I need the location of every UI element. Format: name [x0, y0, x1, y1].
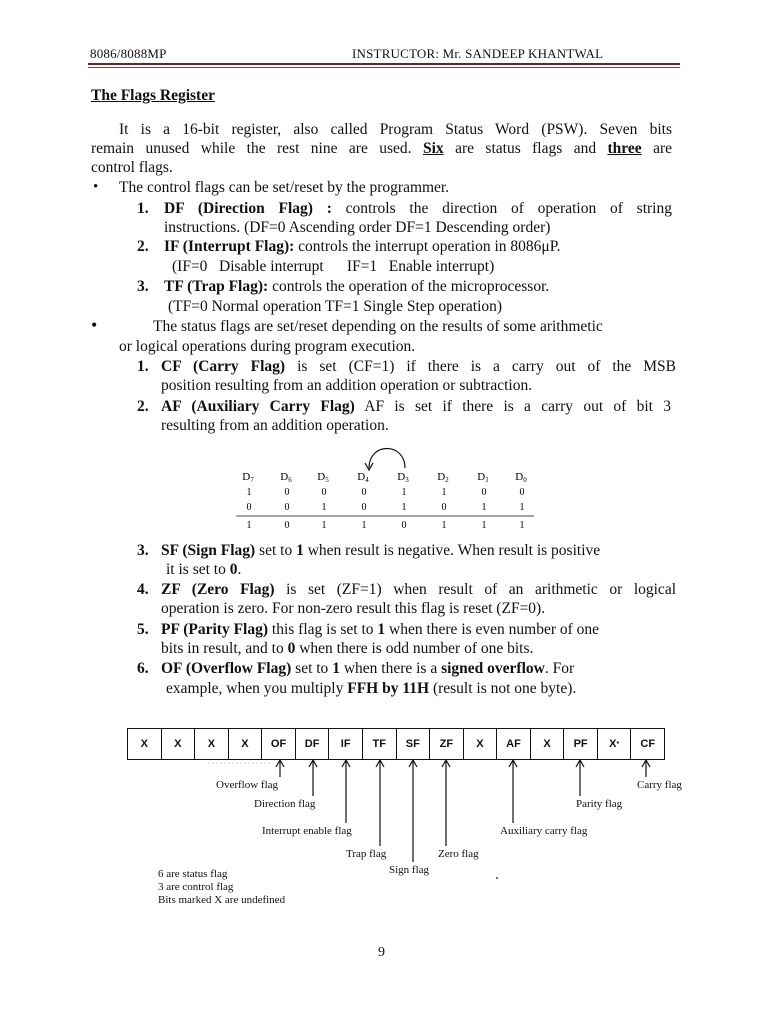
carry-arc: [369, 449, 405, 469]
trap-flag-label: Trap flag: [346, 848, 387, 860]
status-bullet-line-2: or logical operations during program execution.: [119, 338, 416, 355]
pf-line: PF (Parity Flag) this flag is set to 1 when there is even number of one: [161, 621, 600, 638]
interrupt-flag-label: Interrupt enable flag: [262, 825, 352, 837]
bit-value: 1: [519, 502, 525, 513]
flag-cell: ZF: [430, 729, 464, 759]
of-line-cont: example, when you multiply FFH by 11H (result is not one byte).: [166, 680, 577, 697]
bit-value: 0: [481, 487, 487, 498]
flag-cell: CF: [640, 738, 656, 750]
bit-value: 1: [401, 502, 407, 513]
bit-header: D7: [242, 471, 254, 484]
if-line: IF (Interrupt Flag): controls the interrupt operation in 8086μP.: [164, 238, 561, 255]
flag-cell: IF: [329, 729, 363, 759]
list-number: 4.: [137, 581, 149, 598]
flag-cell: DF: [296, 729, 330, 759]
bit-value: 0: [361, 487, 367, 498]
bullet-icon: •: [93, 179, 99, 195]
overflow-flag-label: Overflow flag: [216, 779, 279, 791]
cf-line: CF (Carry Flag) is set (CF=1) if there is a carry out of the MSB: [161, 358, 677, 375]
bit-header: D5: [317, 471, 329, 484]
flag-cell: SF: [397, 729, 431, 759]
header-rule-accent: [88, 67, 680, 68]
bit-header: D4: [357, 471, 369, 484]
bit-value: 1: [246, 487, 252, 498]
note-status-count: 6 are status flag: [158, 868, 228, 880]
flag-cell: X *: [598, 729, 632, 759]
note-control-count: 3 are control flag: [158, 881, 234, 893]
zf-line-cont: operation is zero. For non-zero result this flag is reset (ZF=0).: [161, 600, 546, 617]
cf-line-cont: position resulting from an addition operation or subtraction.: [161, 377, 533, 394]
header-rule: [88, 63, 680, 65]
af-line: AF (Auxiliary Carry Flag) AF is set if there is a carry out of bit 3: [161, 398, 671, 415]
zero-flag-label: Zero flag: [438, 848, 479, 860]
sign-flag-label: Sign flag: [389, 864, 430, 876]
bit-value: 1: [321, 520, 327, 531]
three-emphasis: three: [607, 140, 642, 157]
sf-line-cont: it is set to 0.: [166, 561, 242, 578]
tf-line: TF (Trap Flag): controls the operation of the microprocessor.: [164, 278, 550, 295]
bit-header: D0: [515, 471, 527, 484]
bit-header: D1: [477, 471, 489, 484]
bit-value: 1: [361, 520, 367, 531]
control-bullet-text: The control flags can be set/reset by the programmer.: [119, 179, 450, 196]
header-left: 8086/8088MP: [90, 46, 167, 61]
bullet-icon: •: [91, 315, 98, 335]
df-line-cont: instructions. (DF=0 Ascending order DF=1 Descending order): [164, 219, 551, 236]
bit-addition-table: [230, 438, 540, 533]
status-bullet-line-1: The status flags are set/reset depending on the results of some arithmetic: [153, 318, 603, 335]
intro-line-3: control flags.: [91, 159, 173, 176]
flag-cell: PF: [564, 729, 598, 759]
flag-cell: X: [531, 729, 565, 759]
list-number: 2.: [137, 238, 149, 255]
flags-register-diagram: [127, 728, 665, 760]
list-number: 1.: [137, 358, 149, 375]
af-line-cont: resulting from an addition operation.: [161, 417, 389, 434]
carry-flag-label: Carry flag: [637, 779, 682, 791]
list-number: 5.: [137, 621, 149, 638]
bit-value: 1: [441, 520, 447, 531]
list-number: 6.: [137, 660, 149, 677]
flag-cell: AF: [497, 729, 531, 759]
if-line-cont: (IF=0 Disable interrupt IF=1 Enable interrupt): [172, 258, 495, 275]
sf-line: SF (Sign Flag) set to 1 when result is negative. When result is positive: [161, 542, 601, 559]
bit-header: D6: [280, 471, 292, 484]
list-number: 3.: [137, 542, 149, 559]
six-emphasis: Six: [422, 140, 444, 157]
bit-value: 0: [361, 502, 367, 513]
bit-value: 1: [401, 487, 407, 498]
bit-header: D2: [437, 471, 449, 484]
bit-value: 1: [321, 502, 327, 513]
note-undefined: Bits marked X are undefined: [158, 894, 286, 906]
flag-cell: X: [229, 729, 263, 759]
bit-value: 0: [519, 487, 525, 498]
header-right: INSTRUCTOR: Mr. SANDEEP KHANTWAL: [352, 46, 604, 61]
bit-value: 1: [519, 520, 525, 531]
list-number: 3.: [137, 278, 149, 295]
flag-cell: X: [464, 729, 498, 759]
zf-line: ZF (Zero Flag) is set (ZF=1) when result of an arithmetic or logical: [161, 581, 677, 598]
parity-flag-label: Parity flag: [576, 798, 623, 810]
flag-cell: X: [128, 729, 162, 759]
bit-value: 1: [481, 502, 487, 513]
page-number: 9: [378, 945, 385, 960]
tf-line-cont: (TF=0 Normal operation TF=1 Single Step operation): [168, 298, 503, 315]
bit-value: 1: [246, 520, 252, 531]
bit-value: 0: [284, 502, 290, 513]
bit-header: D3: [397, 471, 409, 484]
bit-value: 1: [441, 487, 447, 498]
pf-line-cont: bits in result, and to 0 when there is odd number of one bits.: [161, 640, 534, 657]
bit-value: 0: [441, 502, 447, 513]
direction-flag-label: Direction flag: [254, 798, 316, 810]
flag-cell: TF: [363, 729, 397, 759]
flag-cell: X: [195, 729, 229, 759]
of-line: OF (Overflow Flag) set to 1 when there is a signed overflow. For: [161, 660, 575, 677]
intro-line-2: remain unused while the rest nine are used. Six are status flags and three are: [91, 140, 672, 157]
intro-line-1: It is a 16-bit register, also called Program Status Word (PSW). Seven bits: [119, 121, 672, 138]
bit-value: 0: [284, 520, 290, 531]
list-number: 1.: [137, 200, 149, 217]
aux-flag-label: Auxiliary carry flag: [500, 825, 588, 837]
bit-value: 0: [246, 502, 252, 513]
section-title: The Flags Register: [91, 87, 215, 104]
flag-cell: OF: [262, 729, 296, 759]
bit-value: 1: [481, 520, 487, 531]
list-number: 2.: [137, 398, 149, 415]
bit-value: 0: [321, 487, 327, 498]
flag-cell: X: [162, 729, 196, 759]
df-line: DF (Direction Flag) : controls the direction of operation of string: [164, 200, 672, 217]
bit-value: 0: [401, 520, 407, 531]
bit-value: 0: [284, 487, 290, 498]
